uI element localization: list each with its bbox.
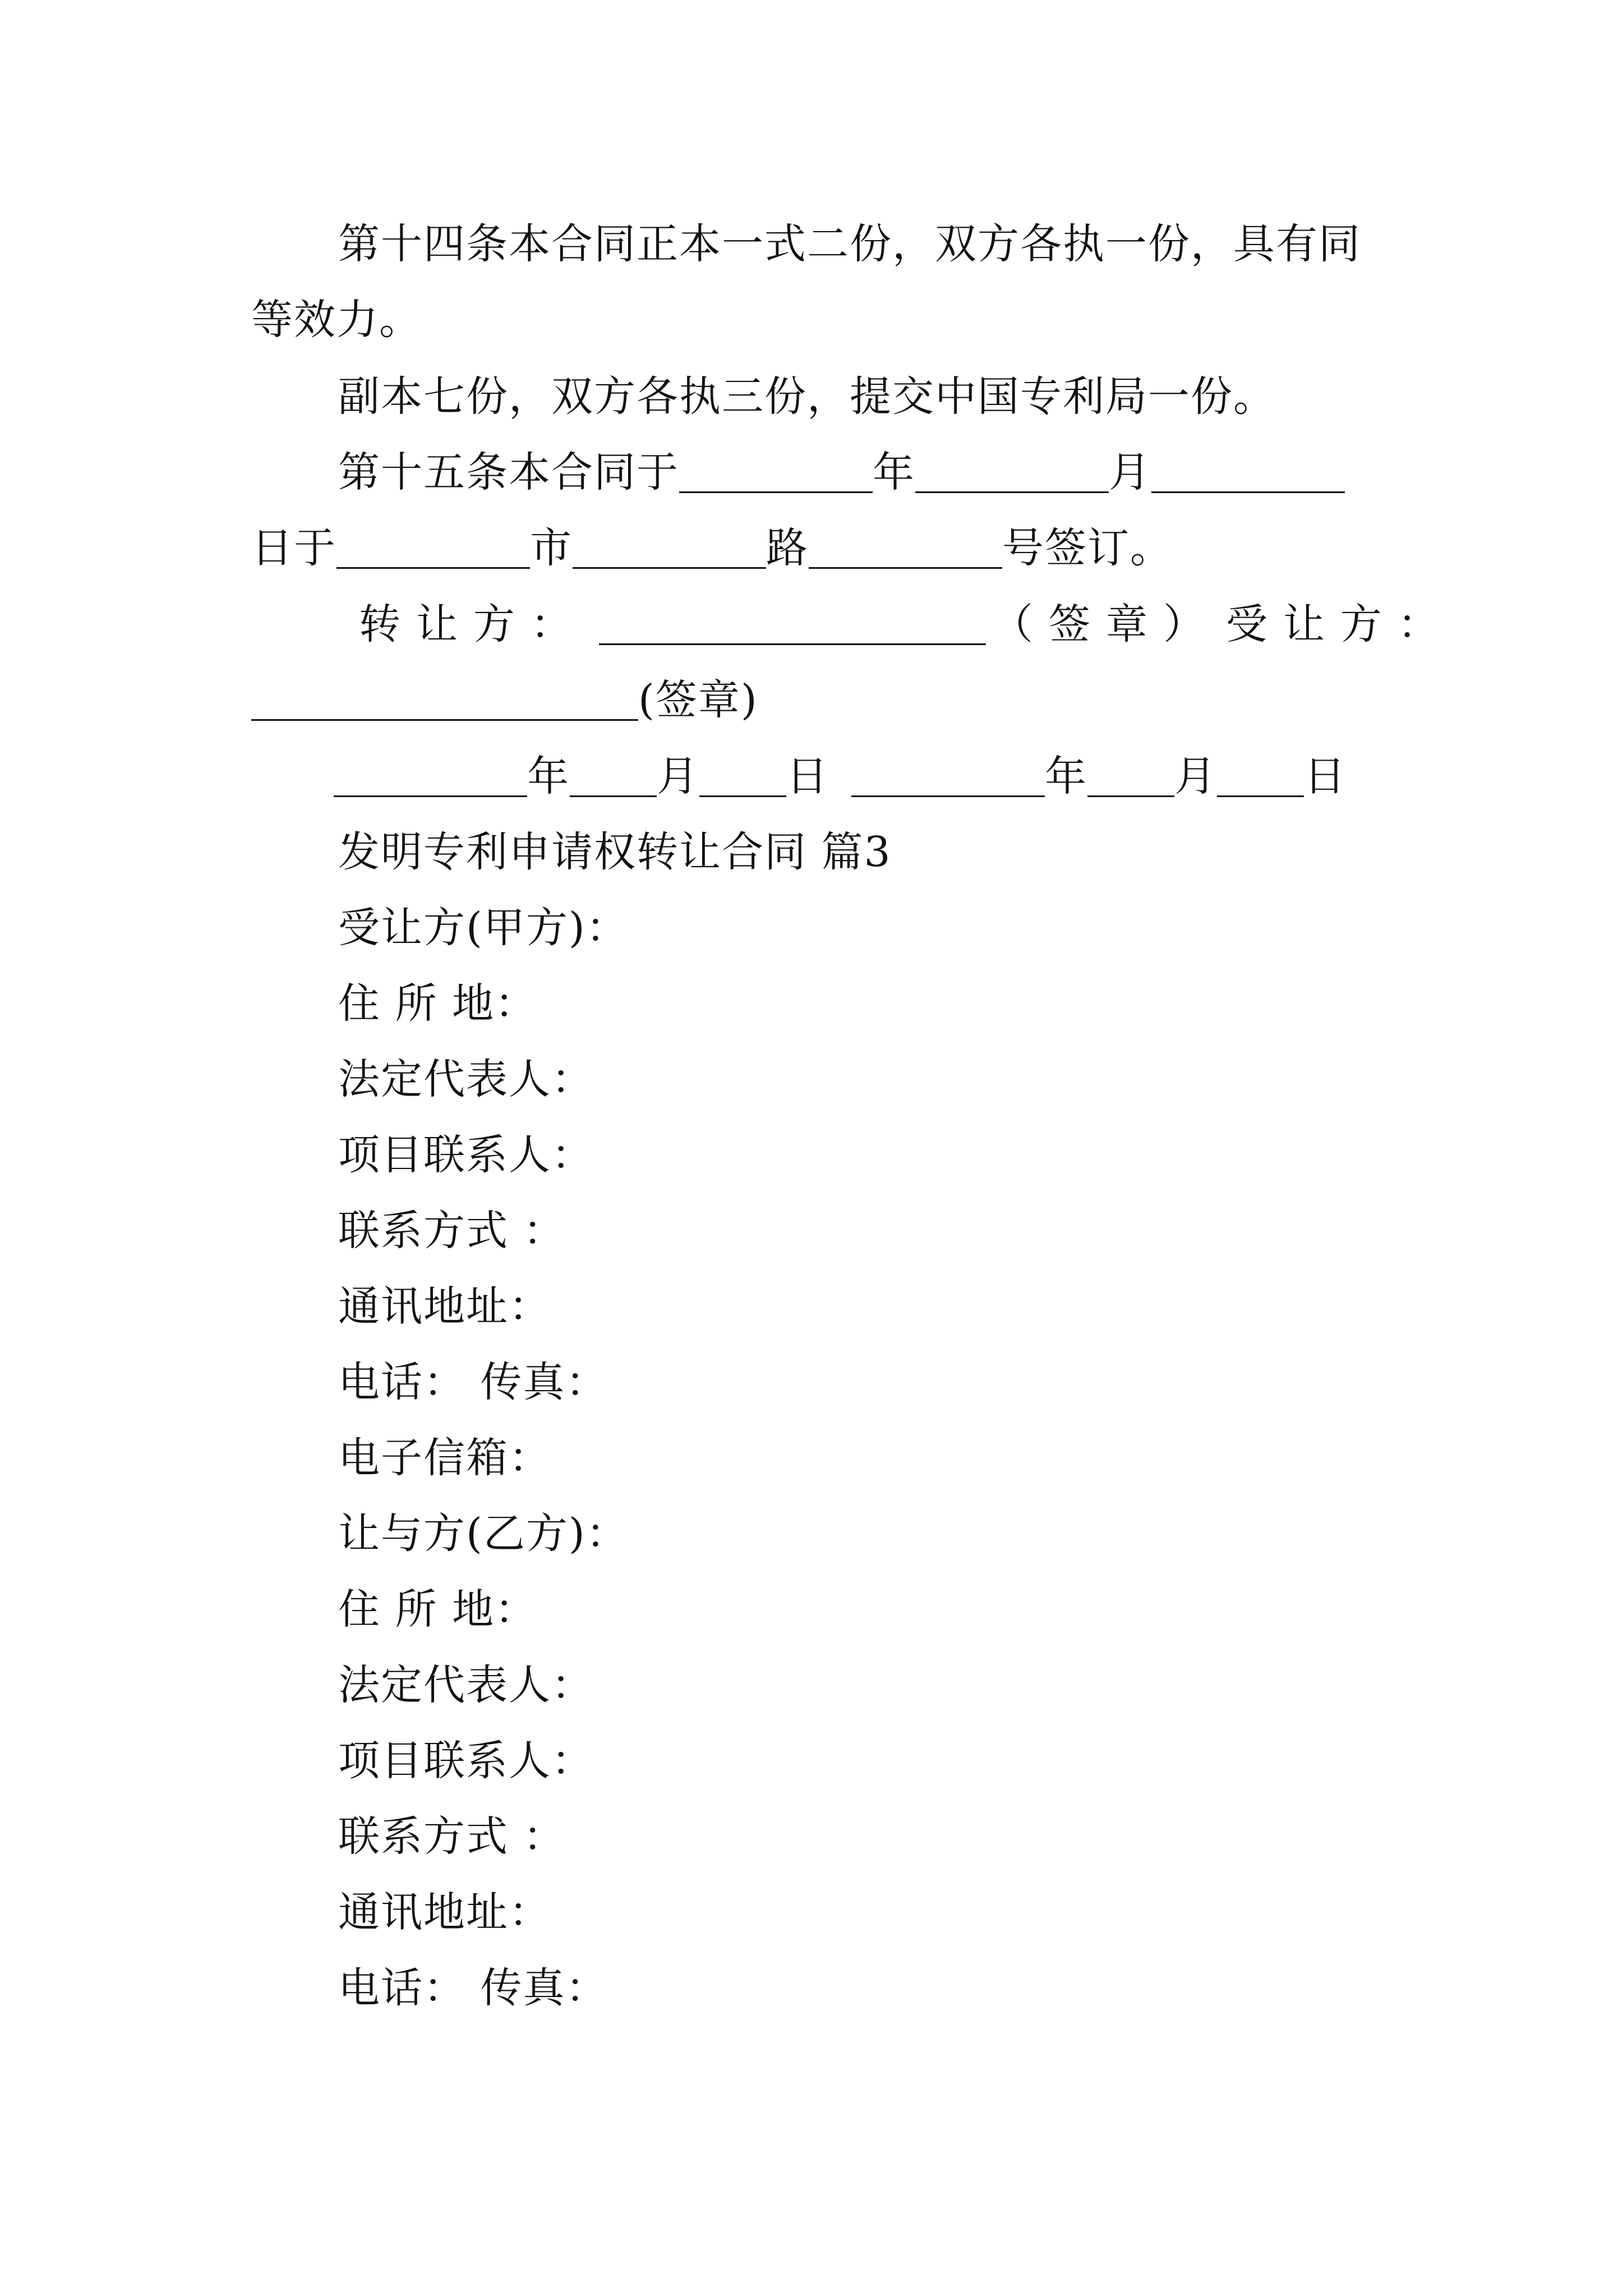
party-a-address: 住 所 地：	[338, 979, 538, 1028]
blank-month	[915, 452, 1109, 493]
party-b-mail-address: 通讯地址：	[338, 1888, 551, 1936]
party-a-phone-fax: 电话： 传真：	[338, 1358, 608, 1406]
party-b-title: 让与方(乙方)：	[338, 1510, 629, 1558]
article-15-line-1	[338, 448, 1345, 496]
date-month-1: 月	[657, 752, 699, 800]
party-a-mail-address: 通讯地址：	[338, 1282, 551, 1331]
blank-transferor-signature	[599, 604, 986, 645]
party-b-phone-fax: 电话： 传真：	[338, 1964, 608, 2012]
date-month-2: 月	[1174, 752, 1217, 800]
seal-2: (签章)	[638, 676, 758, 724]
blank-year	[679, 452, 873, 493]
article-15-city: 市	[530, 524, 573, 572]
copies-line: 副本七份，双方各执三份，提交中国专利局一份。	[338, 372, 1276, 421]
party-a-email: 电子信箱：	[338, 1434, 551, 1482]
article-15-road: 路	[766, 524, 809, 572]
blank-date-day-2	[1217, 756, 1304, 797]
blank-transferee-signature	[251, 680, 638, 721]
date-year-1: 年	[527, 752, 570, 800]
article-14-line-2: 等效力。	[251, 296, 422, 344]
article-15-line-2	[251, 524, 1173, 572]
party-a-contact-method: 联系方式 ：	[338, 1207, 566, 1255]
article-14-line-1: 第十四条本合同正本一式二份，双方各执一份，具有同	[338, 220, 1361, 268]
seal-1: （签章）	[992, 600, 1220, 648]
signature-line-2	[251, 676, 758, 724]
date-line	[334, 752, 1347, 800]
article-15-number: 号签订。	[1002, 524, 1173, 572]
blank-road	[573, 528, 766, 569]
date-day-1: 日	[786, 752, 829, 800]
blank-day	[1151, 452, 1345, 493]
signature-line	[359, 600, 1455, 648]
transferee-label: 受让方：	[1226, 600, 1455, 648]
party-a-legal-rep: 法定代表人：	[338, 1055, 594, 1103]
article-15-day: 日于	[251, 524, 336, 572]
article-15-year: 年	[873, 448, 915, 496]
article-15-prefix: 第十五条本合同于	[338, 448, 679, 496]
section-title: 发明专利申请权转让合同 篇3	[338, 828, 892, 876]
party-b-legal-rep: 法定代表人：	[338, 1661, 594, 1709]
party-b-contact-person: 项目联系人：	[338, 1737, 594, 1785]
blank-number	[809, 528, 1002, 569]
transferor-label: 转让方：	[359, 600, 588, 648]
blank-date-year-1	[334, 756, 527, 797]
blank-date-month-2	[1087, 756, 1174, 797]
blank-date-year-2	[851, 756, 1045, 797]
party-b-contact-method: 联系方式 ：	[338, 1812, 566, 1861]
blank-date-day-1	[699, 756, 786, 797]
blank-date-month-1	[570, 756, 657, 797]
party-b-address: 住 所 地：	[338, 1585, 538, 1634]
blank-city	[336, 528, 530, 569]
date-year-2: 年	[1045, 752, 1087, 800]
party-a-title: 受让方(甲方)：	[338, 904, 629, 952]
date-day-2: 日	[1304, 752, 1347, 800]
party-a-contact-person: 项目联系人：	[338, 1131, 594, 1179]
article-15-month: 月	[1109, 448, 1151, 496]
